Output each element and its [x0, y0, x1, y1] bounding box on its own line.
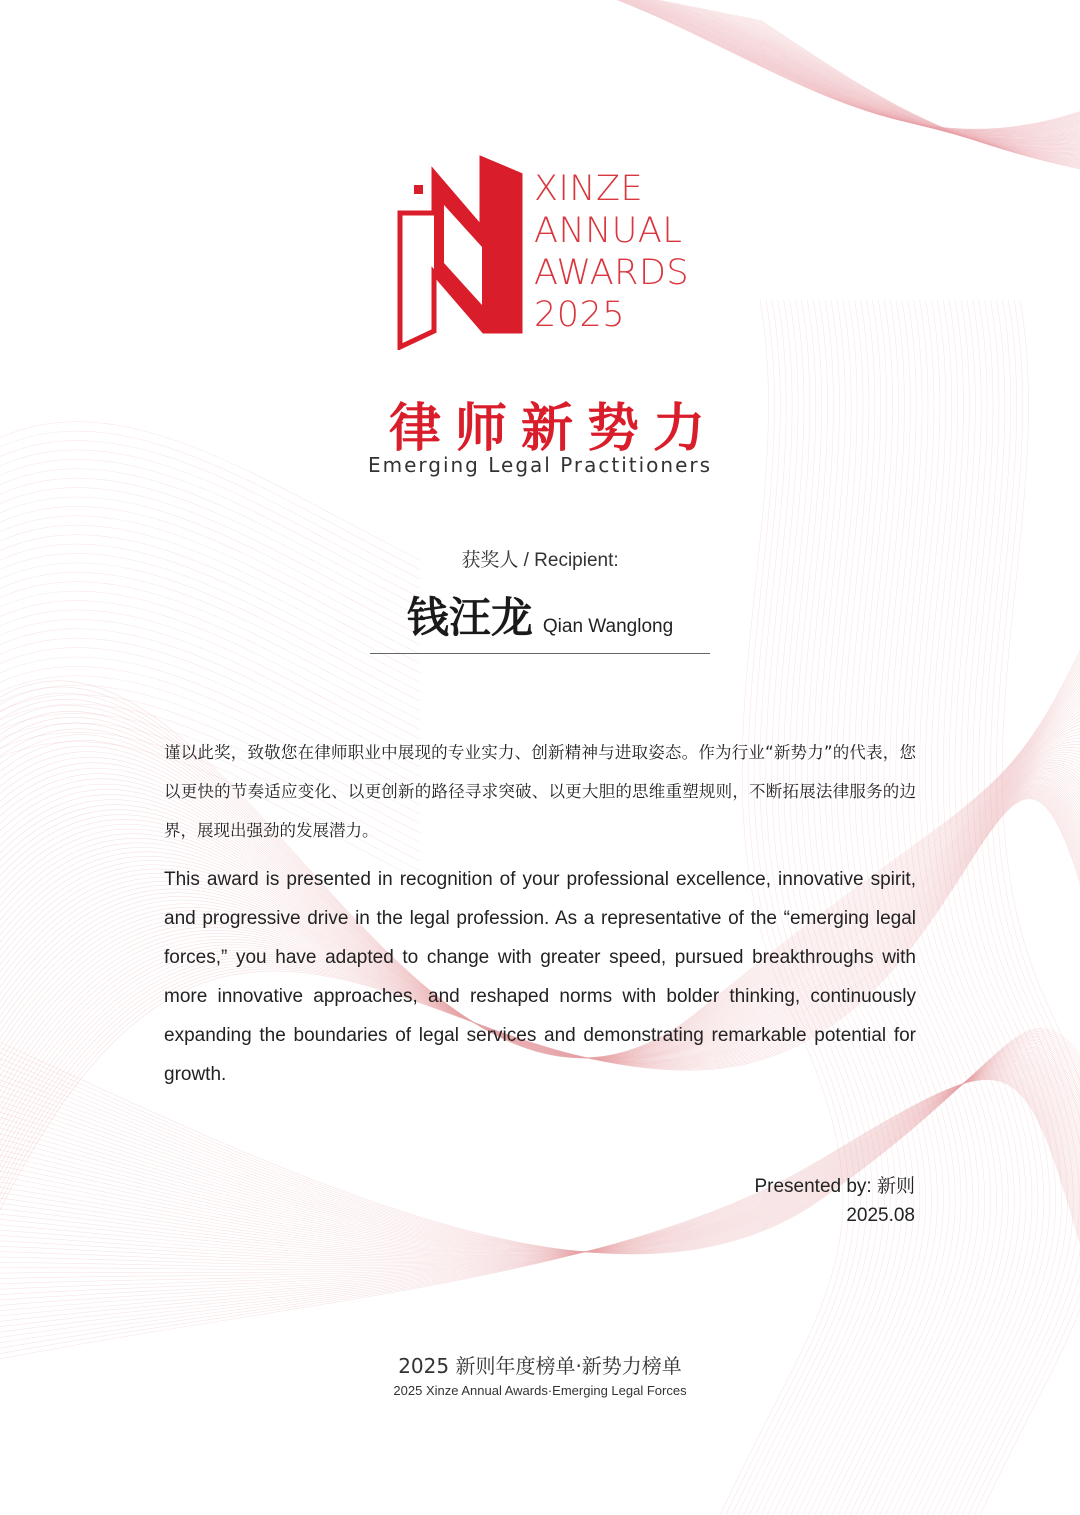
- logo-line-4: 2025: [534, 295, 626, 335]
- award-title-chinese: 律师新势力: [388, 399, 719, 459]
- presented-block: [754, 1172, 915, 1230]
- logo-line-1: XINZE: [534, 169, 644, 209]
- recipient-label: 获奖人 / Recipient:: [461, 550, 619, 571]
- logo-line-2: ANNUAL: [534, 211, 683, 251]
- recipient-name-chinese: 钱汪龙: [406, 593, 533, 642]
- recipient-name-line: [370, 585, 710, 654]
- xinze-logo-icon: [392, 155, 527, 350]
- presented-by: Presented by: 新则: [754, 1176, 915, 1197]
- logo-line-3: AWARDS: [534, 253, 690, 293]
- award-title-english: Emerging Legal Practitioners: [367, 453, 713, 477]
- footer-title-english: 2025 Xinze Annual Awards·Emerging Legal Forces: [393, 1383, 687, 1398]
- recipient-name-english: Qian Wanglong: [542, 616, 674, 637]
- logo-wordmark: [534, 168, 689, 336]
- citation-chinese: 谨以此奖，致敬您在律师职业中展现的专业实力、创新精神与进取姿态。作为行业“新势力”的代表，您以更快的节奏适应变化、以更创新的路径寻求突破、以更大胆的思维重塑规则，不断拓展法律服务的边界，展现出强劲的发展潜力。: [164, 743, 916, 840]
- citation-english: This award is presented in recognition of your professional excellence, innovative spirit, and progressive drive in the legal profession. As a representative of the “emerging legal forces,” you have adapted to change with greater speed, pursued breakthroughs with more innovative approaches, and reshaped norms with bolder thinking, continuously expanding the boundaries of legal services and demonstrating remarkable potential for growth.: [164, 869, 916, 1085]
- footer-title-chinese: 2025 新则年度榜单·新势力榜单: [398, 1354, 682, 1378]
- presented-date: 2025.08: [846, 1205, 915, 1226]
